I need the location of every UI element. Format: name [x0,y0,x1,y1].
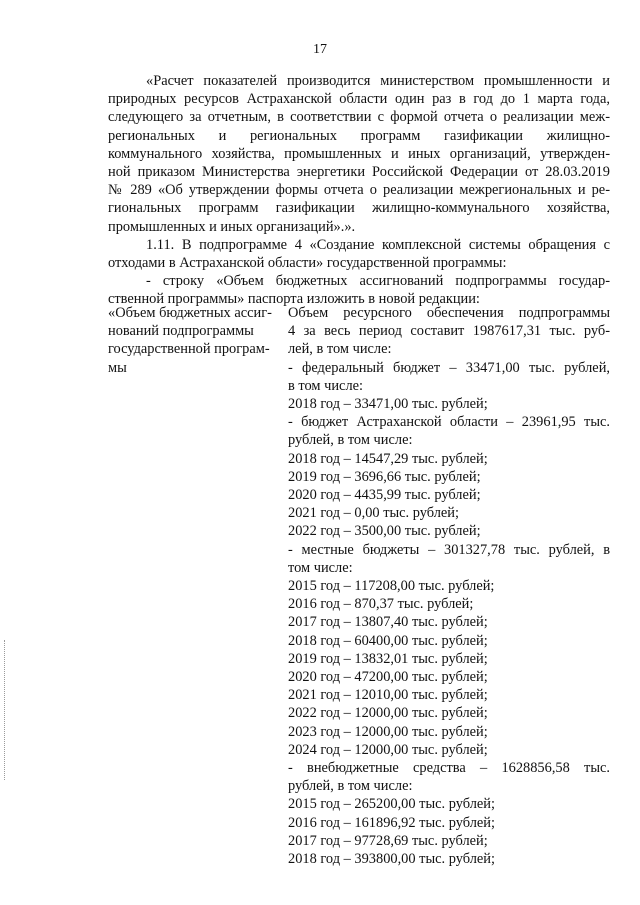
text-line: 1.11. В подпрограмме 4 «Создание комплексной системы обращения с [146,236,610,253]
scan-margin-marks [4,640,7,780]
right-cell-line: 2017 год – 13807,40 тыс. рублей; [288,614,488,631]
right-cell-line: 2018 год – 393800,00 тыс. рублей; [288,851,495,868]
paragraph-subprogram-cont [108,254,610,272]
text-line: ной приказом Министерства энергетики Российской Федерации от 28.03.2019 [108,164,610,181]
text-line: следующего за отчетным, в соответствии с формой отчета о реализации меж- [108,109,610,126]
right-cell-line: рублей, в том числе: [288,778,413,795]
right-cell-line: 2015 год – 265200,00 тыс. рублей; [288,796,495,813]
right-cell-line: 2016 год – 161896,92 тыс. рублей; [288,814,495,831]
right-cell-line: - федеральный бюджет – 33471,00 тыс. рублей, [288,359,610,376]
text-line: ственной программы» паспорта изложить в новой редакции: [108,291,480,308]
right-cell-line: 2021 год – 12010,00 тыс. рублей; [288,687,488,704]
text-line: коммунального хозяйства, промышленных и иных организаций, утвержден- [108,145,610,162]
text-line: отходами в Астраханской области» государственной программы: [108,255,507,272]
right-cell-line: 2018 год – 60400,00 тыс. рублей; [288,632,488,649]
right-cell-line: 2016 год – 870,37 тыс. рублей; [288,596,474,613]
right-cell-line: 2019 год – 13832,01 тыс. рублей; [288,650,488,667]
right-cell-line: 2019 год – 3696,66 тыс. рублей; [288,468,481,485]
right-cell-line: 2021 год – 0,00 тыс. рублей; [288,505,459,522]
right-cell-line: Объем ресурсного обеспечения подпрограммы [288,305,610,321]
left-cell-line: государственной програм- [108,341,270,358]
left-cell-line: «Объем бюджетных ассиг- [108,305,272,321]
text-line: «Расчет показателей производится министерством промышленности и [146,73,610,89]
text-line: - строку «Объем бюджетных ассигнований подпрограммы государ- [146,273,610,290]
right-cell-line: рублей, в том числе: [288,432,413,449]
right-cell-line: 2023 год – 12000,00 тыс. рублей; [288,723,488,740]
table-right-cell [288,304,610,868]
right-cell-line: - местные бюджеты – 301327,78 тыс. рублей, в [288,541,610,558]
text-line: гиональных программ газификации жилищно-коммунального хозяйства, [108,200,610,217]
right-cell-line: том числе: [288,559,353,576]
right-cell-line: 2024 год – 12000,00 тыс. рублей; [288,741,488,758]
right-cell-line: 2018 год – 14547,29 тыс. рублей; [288,450,488,467]
left-cell-line: мы [108,359,127,376]
right-cell-line: 4 за весь период составит 1987617,31 тыс. руб- [288,323,610,340]
right-cell-line: 2022 год – 3500,00 тыс. рублей; [288,523,481,540]
right-cell-line: лей, в том числе: [288,341,392,358]
paragraph-calculation [108,72,610,90]
text-line: промышленных и иных организаций».». [108,218,356,235]
body-text [108,72,610,309]
right-cell-line: - внебюджетные средства – 1628856,58 тыс. [288,760,610,777]
right-cell-line: 2020 год – 47200,00 тыс. рублей; [288,669,488,686]
right-cell-line: 2022 год – 12000,00 тыс. рублей; [288,705,488,722]
page-number: 17 [313,42,327,57]
right-cell-line: в том числе: [288,377,364,394]
table-left-cell [108,304,284,377]
paragraph-row-change [108,272,610,290]
right-cell-line: 2015 год – 117208,00 тыс. рублей; [288,578,495,595]
paragraph-subprogram [108,236,610,254]
right-cell-line: 2018 год – 33471,00 тыс. рублей; [288,396,488,413]
paragraph-calculation-cont [108,90,610,236]
text-line: природных ресурсов Астраханской области один раз в год до 1 марта года, [108,91,610,108]
text-line: № 289 «Об утверждении формы отчета о реализации межрегиональных и ре- [108,182,610,199]
right-cell-line: 2020 год – 4435,99 тыс. рублей; [288,487,481,504]
left-cell-line: нований подпрограммы [108,323,254,340]
right-cell-line: - бюджет Астраханской области – 23961,95 тыс. [288,414,610,431]
text-line: региональных и региональных программ газификации жилищно- [108,127,610,144]
right-cell-line: 2017 год – 97728,69 тыс. рублей; [288,832,488,849]
